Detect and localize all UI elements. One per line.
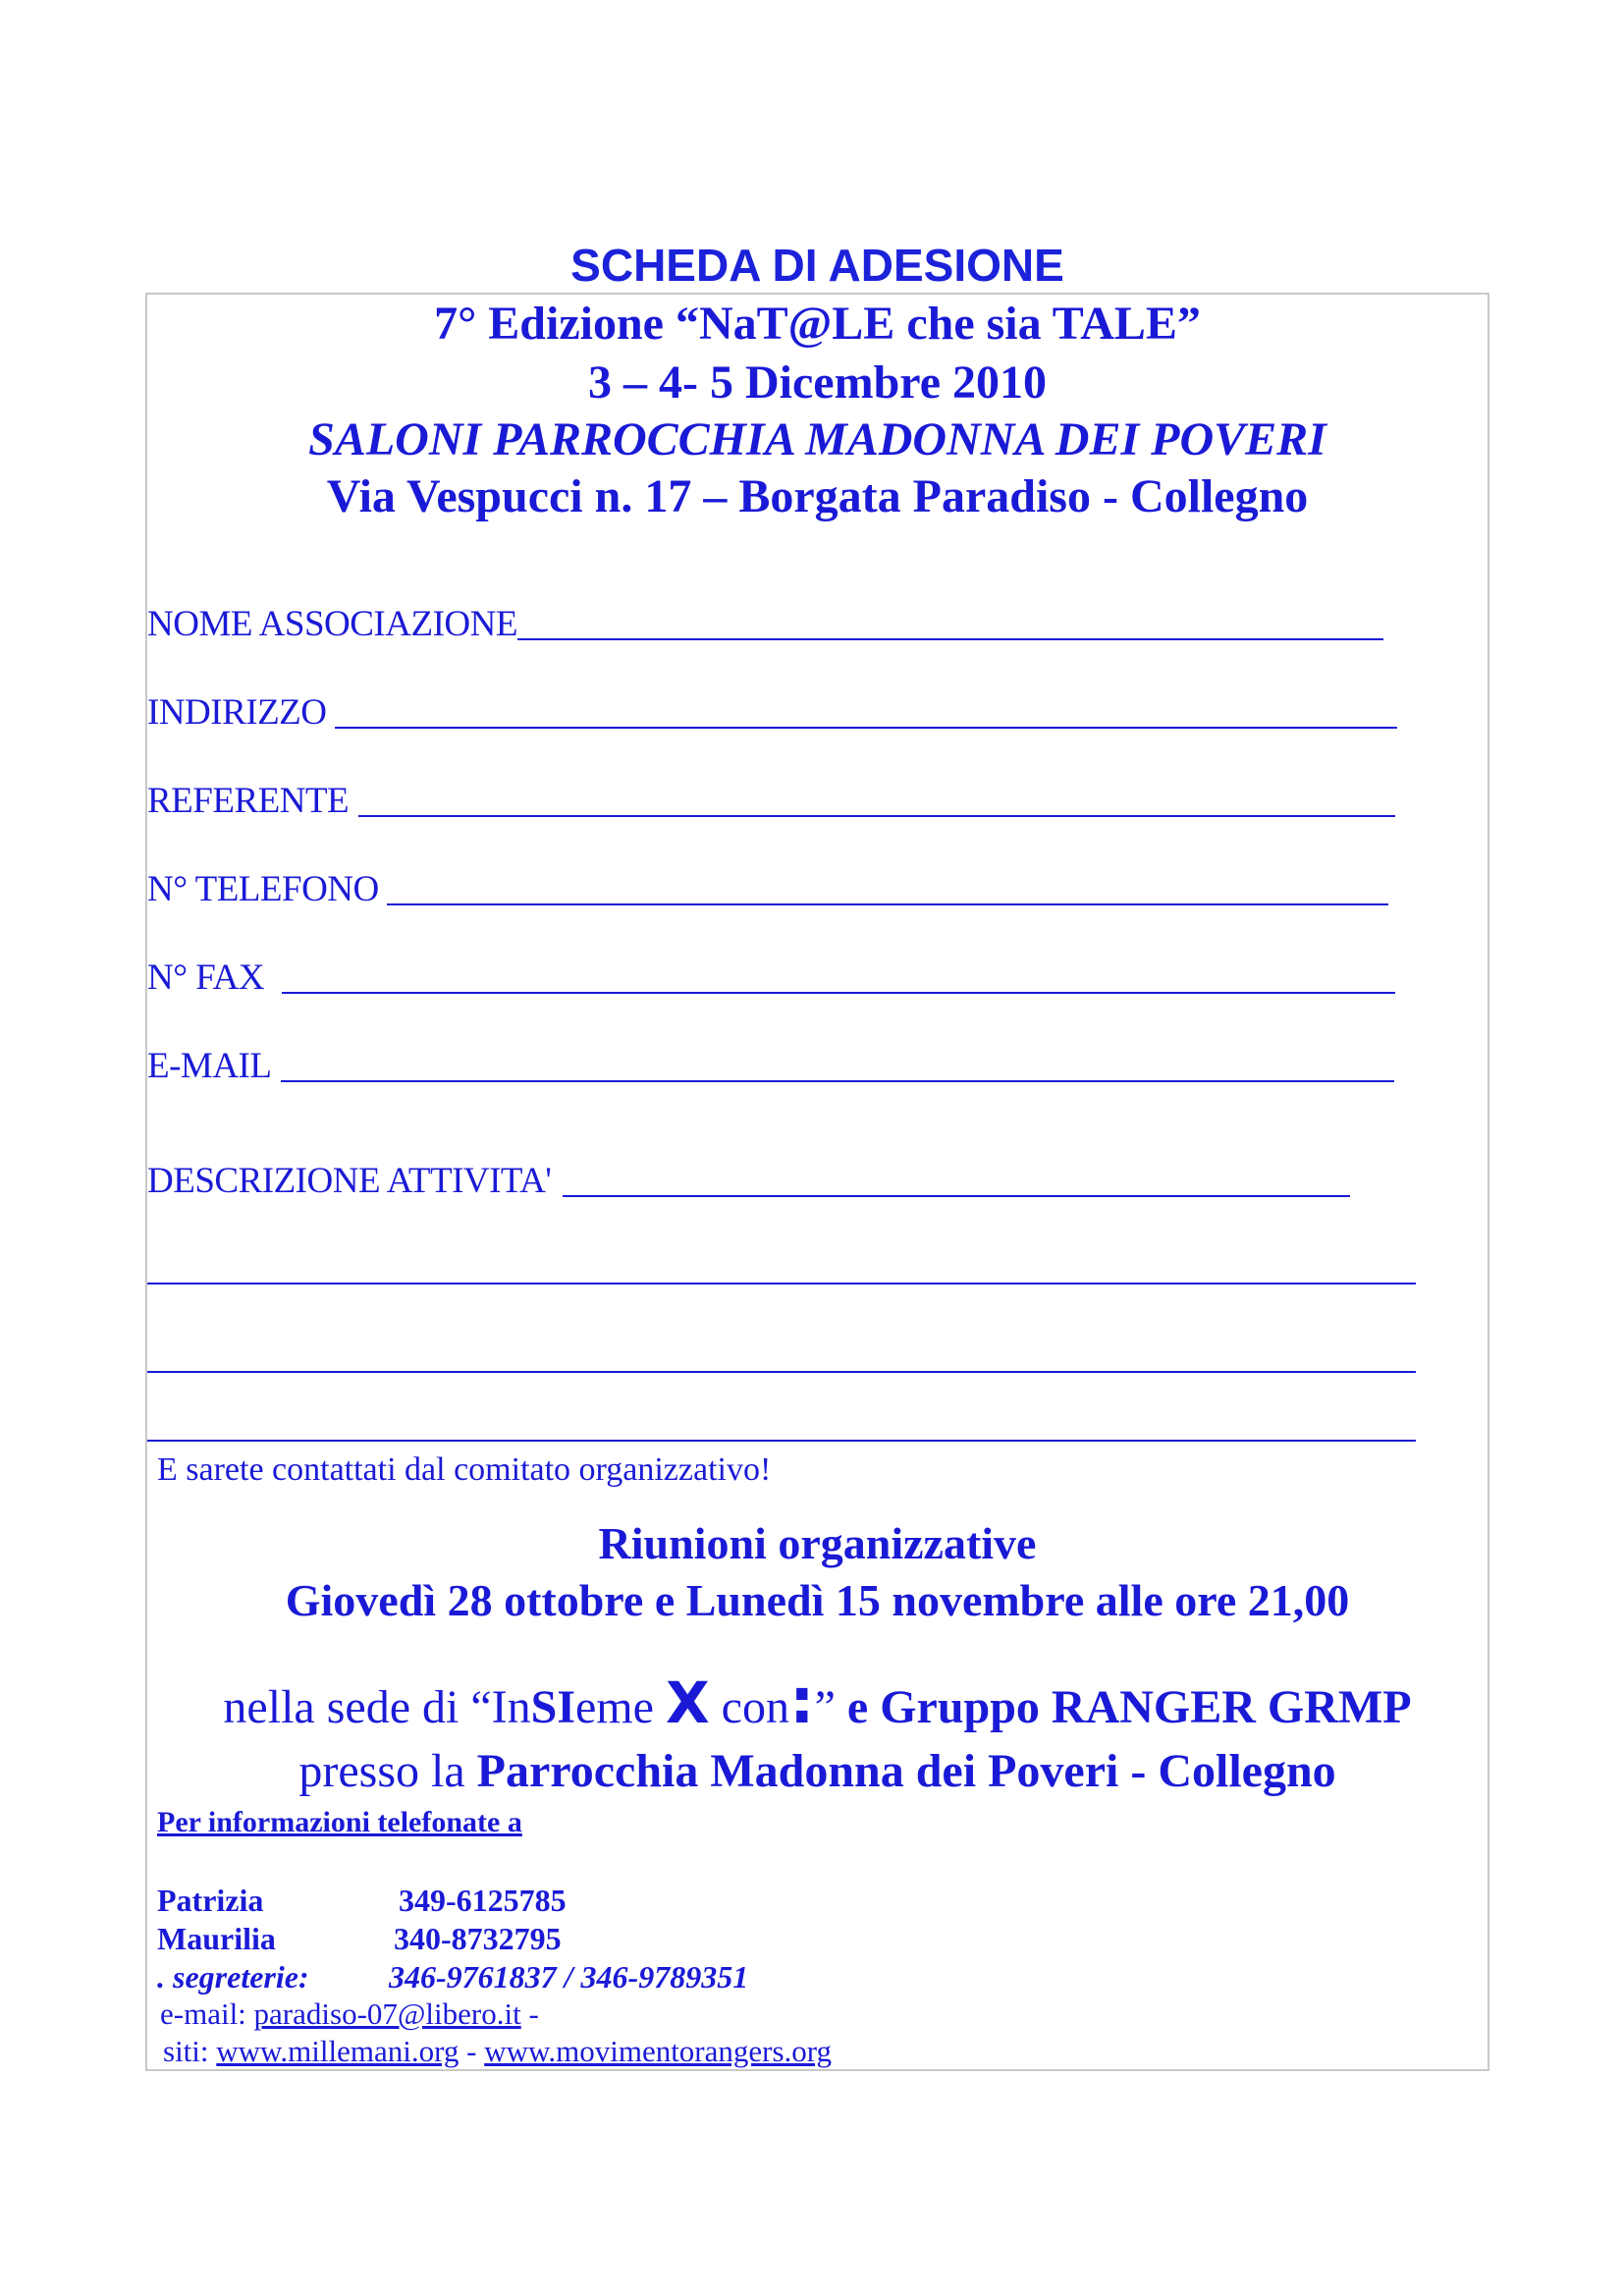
input-line[interactable] (387, 903, 1388, 905)
location-con: con (709, 1681, 789, 1733)
meetings-title: Riunioni organizzative (598, 1518, 1037, 1568)
email-link[interactable]: paradiso-07@libero.it (253, 1996, 521, 2031)
field-fax[interactable] (147, 951, 1395, 1000)
meetings-dates: Giovedì 28 ottobre e Lunedì 15 novembre alle ore 21,00 (285, 1575, 1350, 1625)
page-title: SCHEDA DI ADESIONE (570, 240, 1064, 291)
input-line[interactable] (281, 1080, 1394, 1082)
input-line[interactable] (358, 815, 1395, 817)
contact-phone: 349-6125785 (399, 1883, 567, 1918)
location-prefix: nella sede di “In (223, 1681, 531, 1733)
email-label: e-mail: (160, 1996, 254, 2031)
sites-line (163, 2033, 832, 2070)
input-line[interactable] (335, 727, 1397, 729)
info-title: Per informazioni telefonate a (157, 1806, 522, 1838)
field-indirizzo[interactable] (147, 685, 1397, 735)
field-email[interactable] (147, 1039, 1394, 1088)
description-line-4[interactable] (147, 1440, 1416, 1442)
field-label: REFERENTE (147, 781, 350, 821)
field-label: INDIRIZZO (147, 692, 327, 733)
location-line (0, 1666, 1623, 1739)
contact-name: Patrizia (157, 1883, 264, 1918)
field-label: N° TELEFONO (147, 869, 379, 909)
contact-phone: 346-9761837 / 346-9789351 (389, 1959, 749, 1995)
input-line[interactable] (563, 1195, 1350, 1197)
field-referente[interactable] (147, 774, 1395, 823)
edition-line: 7° Edizione “NaT@LE che sia TALE” (434, 298, 1201, 350)
field-label: DESCRIZIONE ATTIVITA' (147, 1161, 552, 1201)
location-eme: eme (575, 1681, 666, 1733)
input-line[interactable] (517, 638, 1383, 640)
location-group: e Gruppo RANGER GRMP (846, 1681, 1412, 1733)
location-si: SI (530, 1681, 575, 1733)
address-line: Via Vespucci n. 17 – Borgata Paradiso - Collegno (326, 470, 1309, 522)
site-link-movimentorangers[interactable]: www.movimentorangers.org (484, 2034, 833, 2068)
parish-name: Parrocchia Madonna dei Poveri - Collegno (476, 1745, 1336, 1797)
parish-prefix: presso la (298, 1745, 477, 1797)
field-label: N° FAX (147, 957, 265, 998)
sites-separator: - (459, 2034, 485, 2068)
sites-label: siti: (163, 2034, 217, 2068)
contact-name: Maurilia (157, 1921, 276, 1956)
location-x: X (665, 1669, 710, 1736)
field-label: NOME ASSOCIAZIONE (147, 604, 517, 644)
contact-name: . segreterie: (157, 1959, 309, 1995)
parish-line (0, 1740, 1623, 1803)
description-line-2[interactable] (147, 1283, 1416, 1285)
description-line-3[interactable] (147, 1371, 1416, 1373)
venue-line: SALONI PARROCCHIA MADONNA DEI POVERI (308, 413, 1326, 465)
location-quote: ” (814, 1681, 847, 1733)
contact-note: E sarete contattati dal comitato organizzativo! (157, 1451, 772, 1488)
field-telefono[interactable] (147, 862, 1388, 911)
location-colon: : (788, 1666, 815, 1738)
field-nome-associazione[interactable] (147, 597, 1383, 646)
input-line[interactable] (282, 992, 1395, 994)
dates-line: 3 – 4- 5 Dicembre 2010 (587, 356, 1047, 409)
contact-phone: 340-8732795 (394, 1921, 562, 1956)
field-descrizione[interactable] (147, 1154, 1350, 1203)
field-label: E-MAIL (147, 1046, 272, 1086)
email-suffix: - (520, 1996, 539, 2031)
site-link-millemani[interactable]: www.millemani.org (216, 2034, 460, 2068)
email-line (160, 1995, 539, 2033)
